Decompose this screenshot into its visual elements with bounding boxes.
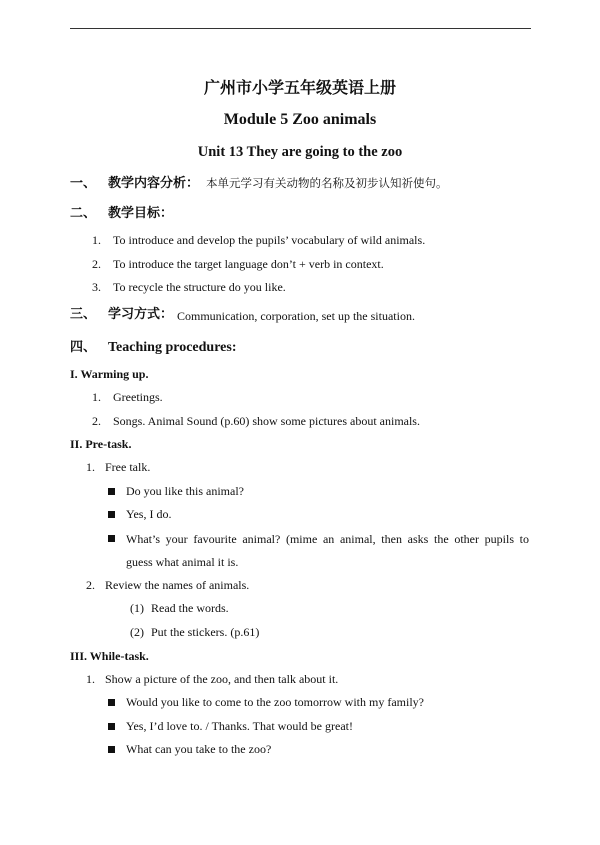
pre-task-item-number: 1. xyxy=(86,460,95,474)
section-2-label: 教学目标： xyxy=(108,206,174,221)
bullet-square-icon xyxy=(108,535,115,542)
section-3-label: 学习方式： xyxy=(108,307,174,322)
section-3-number: 三、 xyxy=(70,307,97,322)
section-4-number: 四、 xyxy=(70,340,97,355)
section-4-label: Teaching procedures: xyxy=(108,340,237,355)
bullet-text: What’s your favourite animal? (mime an animal, then asks the other pupils to xyxy=(126,532,529,546)
sub-item-number: (2) xyxy=(130,625,144,639)
section-3-text: Communication, corporation, set up the situation. xyxy=(177,309,415,323)
warming-item-text: Greetings. xyxy=(113,390,163,404)
objective-number: 3. xyxy=(92,280,101,294)
bullet-text: Yes, I’d love to. / Thanks. That would be great! xyxy=(126,719,353,733)
warming-up-heading: I. Warming up. xyxy=(70,367,149,381)
while-task-item-text: Show a picture of the zoo, and then talk about it. xyxy=(105,672,339,686)
unit-title: Unit 13 They are going to the zoo xyxy=(197,144,403,160)
section-1-text: 本单元学习有关动物的名称及初步认知祈使句。 xyxy=(206,176,448,190)
objective-text: To introduce the target language don’t + verb in context. xyxy=(113,257,384,271)
sub-item-number: (1) xyxy=(130,601,144,615)
warming-item-number: 2. xyxy=(92,414,101,428)
bullet-text-continued: guess what animal it is. xyxy=(126,555,239,569)
pre-task-item-text: Review the names of animals. xyxy=(105,578,250,592)
warming-item-number: 1. xyxy=(92,390,101,404)
while-task-heading: III. While-task. xyxy=(70,649,149,663)
bullet-square-icon xyxy=(108,511,115,518)
objective-text: To recycle the structure do you like. xyxy=(113,280,286,294)
objective-number: 2. xyxy=(92,257,101,271)
section-2-number: 二、 xyxy=(70,206,97,221)
section-1-number: 一、 xyxy=(70,176,97,191)
bullet-text: Yes, I do. xyxy=(126,507,172,521)
objective-number: 1. xyxy=(92,233,101,247)
pre-task-heading: II. Pre-task. xyxy=(70,437,132,451)
module-title: Module 5 Zoo animals xyxy=(223,111,377,128)
bullet-square-icon xyxy=(108,746,115,753)
warming-item-text: Songs. Animal Sound (p.60) show some pictures about animals. xyxy=(113,414,420,428)
sub-item-text: Read the words. xyxy=(151,601,229,615)
sub-item-text: Put the stickers. (p.61) xyxy=(151,625,260,639)
objective-text: To introduce and develop the pupils’ vocabulary of wild animals. xyxy=(113,233,426,247)
pre-task-item-text: Free talk. xyxy=(105,460,151,474)
bullet-text: What can you take to the zoo? xyxy=(126,742,272,756)
bullet-square-icon xyxy=(108,699,115,706)
header-rule xyxy=(70,28,531,29)
while-task-item-number: 1. xyxy=(86,672,95,686)
pre-task-item-number: 2. xyxy=(86,578,95,592)
bullet-square-icon xyxy=(108,723,115,730)
section-1-label: 教学内容分析： xyxy=(108,176,200,191)
document-title: 广州市小学五年级英语上册 xyxy=(203,78,396,97)
bullet-text: Do you like this animal? xyxy=(126,484,244,498)
bullet-text: Would you like to come to the zoo tomorrow with my family? xyxy=(126,695,424,709)
bullet-square-icon xyxy=(108,488,115,495)
